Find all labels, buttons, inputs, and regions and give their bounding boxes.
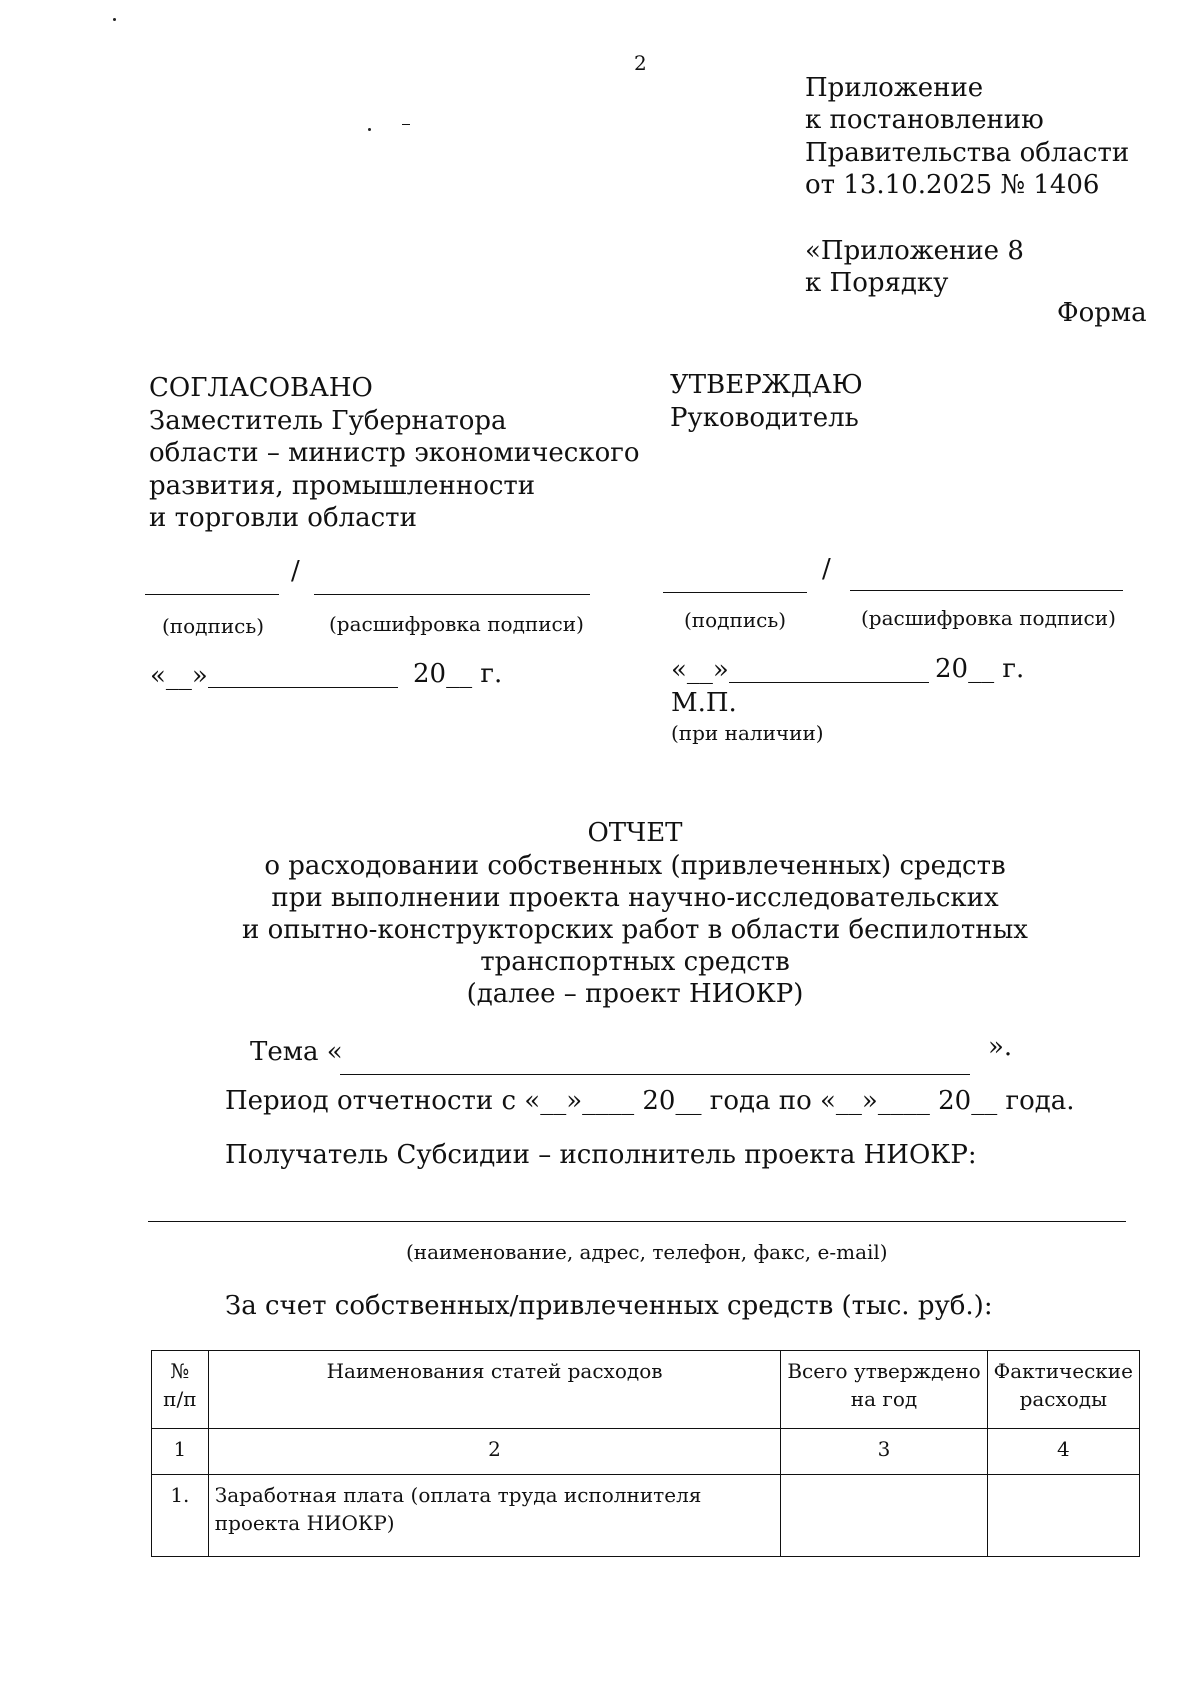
numbering-cell: 4 — [987, 1429, 1139, 1475]
approved-decoding-caption: (расшифровка подписи) — [861, 606, 1116, 630]
row-approved-value[interactable] — [781, 1475, 987, 1557]
table-numbering-row — [152, 1429, 1140, 1475]
agreed-date-day: «__» — [150, 661, 208, 691]
header-actual: Фактические расходы — [987, 1351, 1139, 1429]
approved-title: УТВЕРЖДАЮ — [670, 370, 863, 400]
appendix8-line: «Приложение 8 — [805, 236, 1024, 266]
agreed-position-line: области – министр экономического — [149, 438, 640, 468]
agreed-position-line: развития, промышленности — [149, 471, 536, 501]
approved-signature-caption: (подпись) — [684, 608, 787, 632]
header-number: № п/п — [152, 1351, 209, 1429]
appendix-line: к постановлению — [805, 105, 1044, 135]
agreed-decoding-line[interactable] — [314, 594, 590, 595]
agreed-position-line: Заместитель Губернатора — [149, 406, 507, 436]
report-subtitle-line: при выполнении проекта научно-исследовательских — [271, 883, 999, 913]
report-subtitle-line: и опытно-конструкторских работ в области беспилотных — [242, 915, 1028, 945]
scan-speck — [368, 128, 371, 131]
recipient-label: Получатель Субсидии – исполнитель проекта НИОКР: — [225, 1140, 977, 1170]
approved-date-year: 20__ г. — [935, 654, 1025, 684]
reporting-period: Период отчетности с «__»____ 20__ года по «__»____ 20__ года. — [225, 1086, 1075, 1116]
topic-input-line[interactable] — [340, 1074, 970, 1075]
approved-stamp-note: (при наличии) — [671, 721, 824, 745]
report-subtitle-line: о расходовании собственных (привлеченных) средств — [264, 851, 1006, 881]
topic-label: Тема « — [250, 1037, 343, 1067]
report-subtitle-line: транспортных средств — [480, 947, 790, 977]
approved-slash: / — [822, 554, 831, 584]
row-expense-name: Заработная плата (оплата труда исполнителя проекта НИОКР) — [208, 1475, 781, 1557]
agreed-signature-line[interactable] — [145, 594, 279, 595]
form-label: Форма — [1057, 298, 1147, 328]
row-actual-value[interactable] — [987, 1475, 1139, 1557]
report-subtitle-line: (далее – проект НИОКР) — [466, 979, 804, 1009]
approved-position: Руководитель — [670, 403, 859, 433]
scan-speck — [402, 124, 410, 125]
scan-speck — [113, 18, 116, 21]
agreed-title: СОГЛАСОВАНО — [149, 373, 373, 403]
approved-signature-line[interactable] — [663, 592, 807, 593]
numbering-cell: 1 — [152, 1429, 209, 1475]
agreed-decoding-caption: (расшифровка подписи) — [329, 612, 584, 636]
funding-label: За счет собственных/привлеченных средств (тыс. руб.): — [225, 1291, 993, 1321]
appendix8-line: к Порядку — [805, 268, 949, 298]
report-title: ОТЧЕТ — [587, 818, 683, 848]
approved-decoding-line[interactable] — [850, 590, 1123, 591]
table-row — [152, 1475, 1140, 1557]
approved-date-month-line[interactable] — [729, 682, 929, 683]
approved-date-day: «__» — [671, 655, 729, 685]
table-header-row — [152, 1351, 1140, 1429]
recipient-input-line[interactable] — [148, 1221, 1126, 1222]
header-approved: Всего утверждено на год — [781, 1351, 987, 1429]
recipient-caption: (наименование, адрес, телефон, факс, e-mail) — [406, 1240, 888, 1264]
agreed-slash: / — [291, 556, 300, 586]
appendix-date-number: от 13.10.2025 № 1406 — [805, 170, 1100, 200]
agreed-date-year: 20__ г. — [413, 659, 503, 689]
agreed-signature-caption: (подпись) — [162, 614, 265, 638]
header-expense-name: Наименования статей расходов — [208, 1351, 781, 1429]
appendix-line: Приложение — [805, 73, 984, 103]
expenses-table — [151, 1350, 1140, 1557]
approved-stamp: М.П. — [671, 688, 737, 718]
agreed-date-month-line[interactable] — [208, 687, 398, 688]
appendix-line: Правительства области — [805, 138, 1130, 168]
agreed-position-line: и торговли области — [149, 503, 417, 533]
numbering-cell: 3 — [781, 1429, 987, 1475]
row-number: 1. — [152, 1475, 209, 1557]
page-number: 2 — [634, 51, 647, 75]
topic-close: ». — [988, 1032, 1013, 1062]
numbering-cell: 2 — [208, 1429, 781, 1475]
